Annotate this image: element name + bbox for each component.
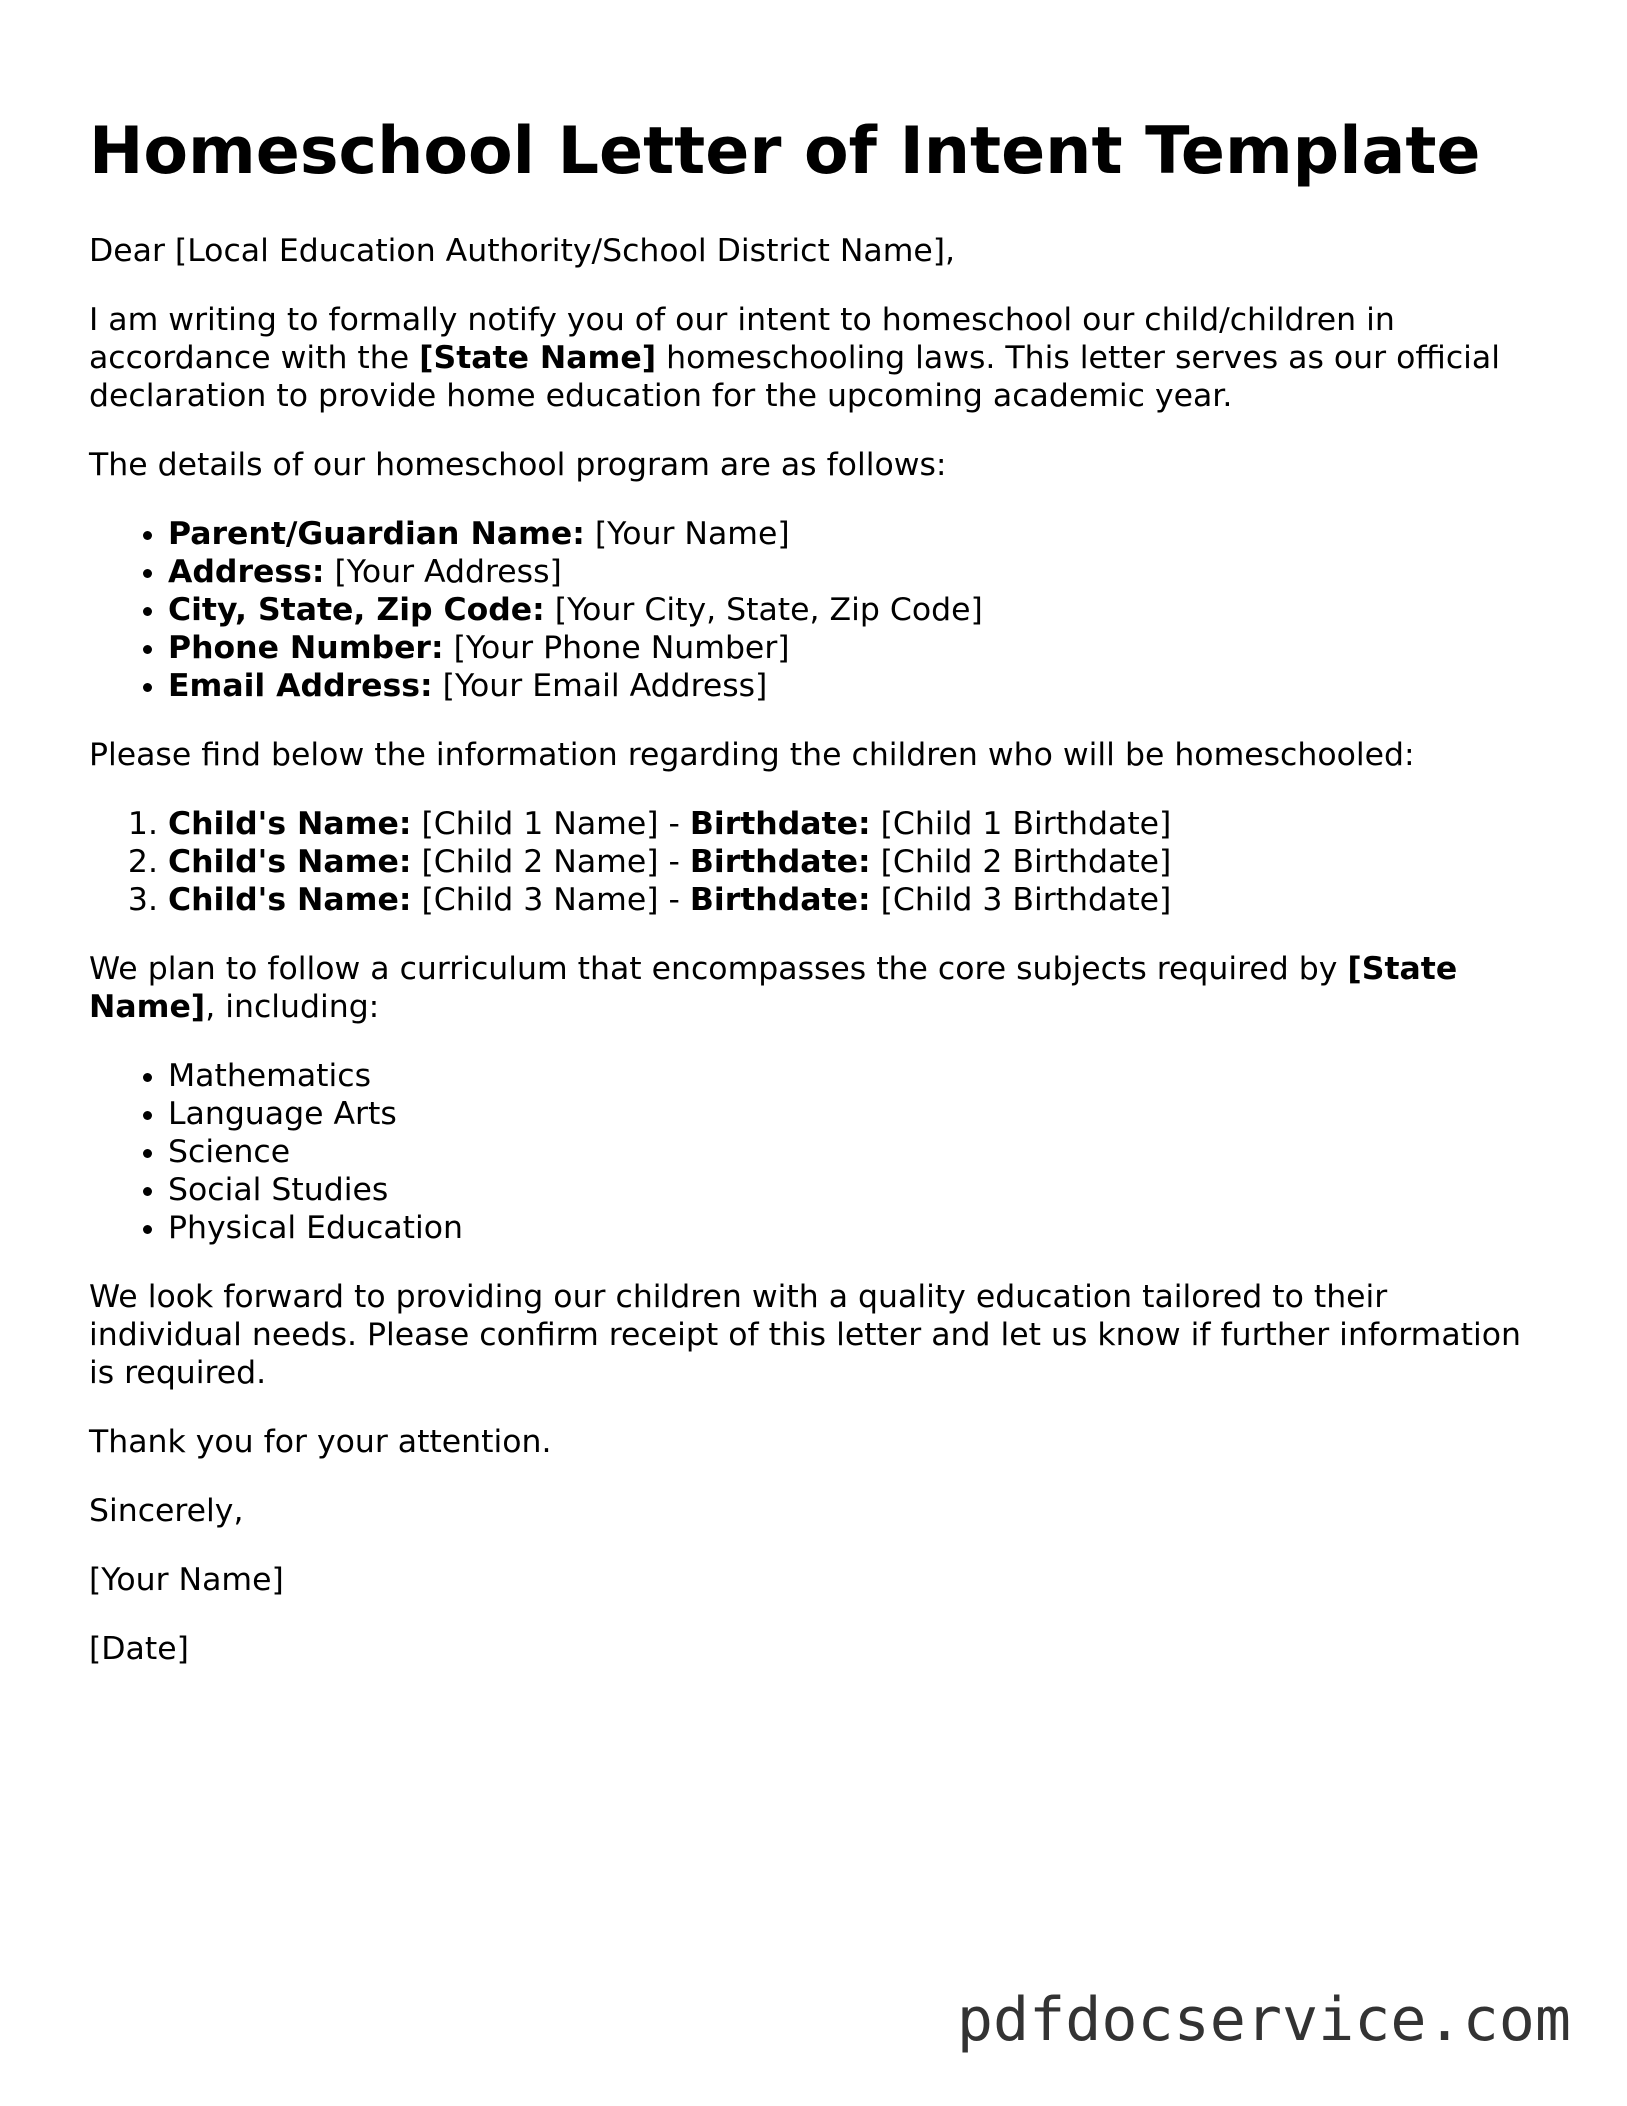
detail-value: [Your City, State, Zip Code]	[544, 592, 983, 628]
detail-label: Phone Number:	[168, 630, 444, 666]
detail-label: Email Address:	[168, 668, 433, 704]
intro-text-1: I am writing to formally notify you of our intent to homeschool our child/children in accordance with the	[89, 302, 1395, 376]
salutation: Dear [Local Education Authority/School District Name],	[89, 233, 956, 269]
closing-paragraph: We look forward to providing our children with a quality education tailored to their individual needs. Please confirm receipt of this letter and let us know if further information is required.	[89, 1279, 1521, 1391]
child-birthdate-label: Birthdate:	[689, 882, 871, 918]
intro-state-name: [State Name]	[419, 340, 657, 376]
page-title: Homeschool Letter of Intent Template	[89, 114, 1481, 189]
child-name: [Child 1 Name] -	[411, 806, 690, 842]
detail-label: City, State, Zip Code:	[168, 592, 545, 628]
child-birthdate: [Child 3 Birthdate]	[870, 882, 1172, 918]
child-birthdate-label: Birthdate:	[689, 806, 871, 842]
curriculum-text-1: We plan to follow a curriculum that encompasses the core subjects required by	[89, 951, 1348, 987]
child-name-label: Child's Name:	[168, 806, 412, 842]
child-name-label: Child's Name:	[168, 882, 412, 918]
children-list	[89, 805, 1549, 919]
detail-email	[168, 667, 1549, 705]
detail-label: Address:	[168, 554, 325, 590]
subject-item: • Physical Education	[168, 1209, 1549, 1247]
signoff: Sincerely,	[89, 1493, 244, 1529]
subject-item: • Science	[168, 1133, 1549, 1171]
subject-item: • Language Arts	[168, 1095, 1549, 1133]
intro-text-2: homeschooling laws. This letter serves as our official declaration to provide home education for the upcoming academic year.	[89, 340, 1500, 414]
signature-name: [Your Name]	[89, 1562, 284, 1598]
child-birthdate-label: Birthdate:	[689, 844, 871, 880]
subject-item: • Social Studies	[168, 1171, 1549, 1209]
detail-value: [Your Phone Number]	[443, 630, 790, 666]
curriculum-state-name: [State Name]	[89, 951, 1458, 1025]
children-intro: Please find below the information regarding the children who will be homeschooled:	[89, 737, 1415, 773]
curriculum-intro	[89, 950, 1549, 1026]
child-name: [Child 2 Name] -	[411, 844, 690, 880]
detail-value: [Your Address]	[324, 554, 562, 590]
watermark: pdfdocservice.com	[956, 1985, 1571, 2055]
child-birthdate: [Child 1 Birthdate]	[870, 806, 1172, 842]
detail-phone	[168, 629, 1549, 667]
subjects-list	[89, 1057, 1549, 1247]
subject-item: • Mathematics	[168, 1057, 1549, 1095]
thanks-line: Thank you for your attention.	[89, 1424, 552, 1460]
child-name-label: Child's Name:	[168, 844, 412, 880]
detail-parent-name	[168, 515, 1549, 553]
detail-value: [Your Name]	[584, 516, 790, 552]
child-name: [Child 3 Name] -	[411, 882, 690, 918]
detail-value: [Your Email Address]	[432, 668, 768, 704]
letter-body	[89, 232, 1549, 1699]
signature-date: [Date]	[89, 1631, 189, 1667]
child-item-1	[168, 805, 1549, 843]
detail-label: Parent/Guardian Name:	[168, 516, 585, 552]
detail-address	[168, 553, 1549, 591]
curriculum-text-2: , including:	[205, 989, 380, 1025]
intro-paragraph	[89, 301, 1549, 415]
child-birthdate: [Child 2 Birthdate]	[870, 844, 1172, 880]
details-intro: The details of our homeschool program are as follows:	[89, 447, 947, 483]
detail-city-state-zip	[168, 591, 1549, 629]
child-item-2	[168, 843, 1549, 881]
details-list	[89, 515, 1549, 705]
child-item-3	[168, 881, 1549, 919]
